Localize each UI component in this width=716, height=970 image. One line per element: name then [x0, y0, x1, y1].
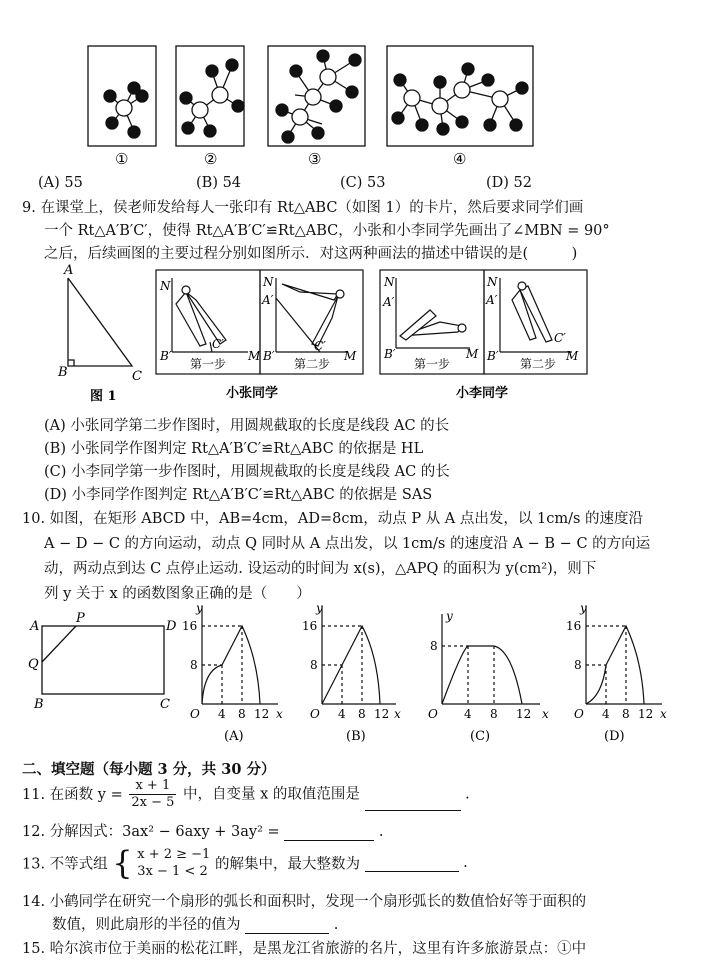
- q13-brace: {: [112, 844, 133, 882]
- q11-pre: 11. 在函数 y =: [22, 786, 123, 803]
- q13: [22, 846, 468, 880]
- graph-b-8x: 8: [358, 707, 366, 721]
- pattern-3: [276, 50, 361, 143]
- graph-d-8: 8: [574, 658, 582, 672]
- graph-c-x: x: [542, 707, 549, 721]
- graph-c-y: y: [446, 609, 453, 623]
- graph-c-8: 8: [430, 639, 438, 653]
- zhang-b-2: B′: [263, 349, 275, 363]
- q8-option-d: (D) 52: [486, 175, 532, 191]
- rect-label-a: A: [30, 619, 40, 634]
- zhang-n-2: N: [263, 275, 274, 289]
- q10-stem-line2: A − D − C 的方向运动，动点 Q 同时从 A 点出发，以 1cm/s 的速度沿 A − B − C 的方向运: [44, 536, 651, 552]
- q14-line2: [52, 913, 338, 934]
- zhang-caption: 小张同学: [226, 386, 279, 401]
- q11-post: 中，自变量 x 的取值范围是: [182, 786, 360, 803]
- graph-a-x: x: [276, 707, 283, 721]
- rect-label-q: Q: [28, 657, 39, 672]
- pattern-label-2: ②: [204, 150, 218, 168]
- zhang-a-2: A′: [262, 293, 274, 307]
- graph-c: [442, 614, 540, 704]
- graph-c-8x: 8: [490, 707, 498, 721]
- graph-a-12: 12: [254, 707, 270, 721]
- li-m-1: M: [466, 347, 479, 361]
- zhang-m-1: M: [248, 349, 261, 363]
- graph-b-x: x: [394, 707, 401, 721]
- pattern-label-4: ④: [453, 150, 467, 168]
- q13-pre: 13. 不等式组: [22, 856, 108, 873]
- fig1-label-b: B: [58, 365, 68, 380]
- q11-fraction: [129, 778, 176, 811]
- graph-a-8: 8: [190, 658, 198, 672]
- zhang-c-2: C′: [314, 339, 326, 353]
- q13-answer-blank[interactable]: [365, 855, 459, 872]
- q14-answer-blank[interactable]: [245, 917, 329, 934]
- q12: [22, 820, 383, 841]
- graph-b-y: y: [316, 601, 323, 615]
- q9-stem-line1: 9. 在课堂上，侯老师发给每人一张印有 Rt△ABC（如图 1）的卡片，然后要求同学们画: [22, 200, 584, 216]
- q10-stem-line4: 列 y 关于 x 的函数图象正确的是（ ）: [44, 586, 311, 602]
- pattern-label-1: ①: [115, 150, 129, 168]
- rect-label-b: B: [34, 697, 44, 712]
- q12-answer-blank[interactable]: [284, 824, 374, 841]
- graph-b-label: (B): [346, 729, 366, 744]
- graph-a-y: y: [196, 601, 203, 615]
- graph-d-y: y: [580, 601, 587, 615]
- zhang-n-1: N: [160, 279, 171, 293]
- q13-ineq2: 3x − 1 < 2: [137, 864, 208, 879]
- rect-abcd: [42, 626, 164, 694]
- q8-patterns: [0, 0, 716, 190]
- graph-d: [586, 606, 662, 704]
- graph-a: [202, 606, 278, 704]
- q11-answer-blank[interactable]: [365, 794, 461, 811]
- q9-option-c: (C) 小李同学第一步作图时，用圆规截取的长度是线段 AC 的长: [44, 464, 450, 480]
- q8-option-c: (C) 53: [340, 175, 386, 191]
- li-b-1: B′: [384, 347, 396, 361]
- graph-d-16: 16: [566, 619, 582, 633]
- fig1-label-c: C: [132, 369, 142, 384]
- q12-pre: 12. 分解因式：3ax² − 6axy + 3ay² =: [22, 824, 280, 840]
- q9-figures: [0, 260, 716, 410]
- pattern-label-3: ③: [308, 150, 322, 168]
- q13-post: 的解集中，最大整数为: [214, 856, 360, 873]
- li-a-2: A′: [486, 293, 498, 307]
- fig1-caption: 图 1: [90, 389, 117, 404]
- graph-d-12: 12: [638, 707, 654, 721]
- q14-line1: 14. 小鹤同学在研究一个扇形的弧长和面积时，发现一个扇形弧长的数值恰好等于面积的: [22, 894, 587, 910]
- zhang-b-1: B′: [160, 349, 172, 363]
- graph-a-label: (A): [224, 729, 244, 744]
- graph-d-label: (D): [604, 729, 625, 744]
- graph-c-label: (C): [470, 729, 491, 744]
- q9-stem-line3: 之后，后续画图的主要过程分别如图所示．对这两种画法的描述中错误的是( ): [44, 246, 578, 262]
- q8-option-b: (B) 54: [196, 175, 242, 191]
- li-a-1: A′: [383, 295, 395, 309]
- q10-figures: [0, 600, 716, 750]
- graph-a-o: O: [190, 707, 200, 721]
- q11: [22, 778, 470, 811]
- pattern-4: [392, 63, 528, 135]
- q9-option-a: (A) 小张同学第二步作图时，用圆规截取的长度是线段 AC 的长: [44, 418, 450, 434]
- q11-num: x + 1: [129, 778, 176, 795]
- zhang-step-2: 第二步: [294, 357, 331, 371]
- q14-line2-text: 数值，则此扇形的半径的值为: [52, 917, 241, 933]
- zhang-c-1: C′: [212, 337, 224, 351]
- graph-c-12: 12: [516, 707, 532, 721]
- graph-b-o: O: [310, 707, 320, 721]
- li-n-2: N: [487, 275, 498, 289]
- graph-b-4: 4: [338, 707, 346, 721]
- graph-d-8x: 8: [622, 707, 630, 721]
- q12-end: .: [378, 824, 384, 840]
- graph-d-x: x: [660, 707, 667, 721]
- section2-heading: 二、填空题（每小题 3 分，共 30 分）: [22, 761, 276, 778]
- rect-label-c: C: [160, 697, 170, 712]
- graph-d-o: O: [574, 707, 584, 721]
- q14-end: .: [333, 917, 339, 933]
- graph-c-o: O: [428, 707, 438, 721]
- q13-end: .: [463, 855, 468, 871]
- q15-line1: 15. 哈尔滨市位于美丽的松花江畔，是黑龙江省旅游的名片，这里有许多旅游景点：①中: [22, 941, 587, 957]
- q13-system: [137, 846, 210, 880]
- li-step-1: 第一步: [414, 357, 451, 371]
- q11-den: 2x − 5: [131, 795, 175, 810]
- pattern-1: [104, 82, 148, 138]
- graph-b: [322, 606, 396, 704]
- pattern-2: [180, 59, 244, 137]
- li-caption: 小李同学: [456, 386, 509, 401]
- zhang-step-1: 第一步: [190, 357, 227, 371]
- graph-a-8x: 8: [238, 707, 246, 721]
- q11-end: .: [465, 786, 470, 803]
- q9-option-b: (B) 小张同学作图判定 Rt△A′B′C′≌Rt△ABC 的依据是 HL: [44, 441, 424, 457]
- li-b-2: B′: [487, 349, 499, 363]
- q10-stem-line1: 10. 如图，在矩形 ABCD 中，AB=4cm，AD=8cm，动点 P 从 A 点出发，以 1cm/s 的速度沿: [22, 511, 644, 527]
- graph-b-8: 8: [310, 658, 318, 672]
- graph-a-16: 16: [182, 619, 198, 633]
- li-n-1: N: [384, 275, 395, 289]
- fig1-triangle: [68, 278, 132, 366]
- li-c-2: C′: [554, 331, 566, 345]
- q10-stem-line3: 动，两动点到达 C 点停止运动. 设运动的时间为 x(s)，△APQ 的面积为 y(cm²)，则下: [44, 561, 597, 577]
- q9-stem-line2: 一个 Rt△A′B′C′，使得 Rt△A′B′C′≌Rt△ABC，小张和小李同学先画出了∠MBN = 90°: [44, 223, 610, 239]
- graph-b-12: 12: [374, 707, 390, 721]
- q13-ineq1: x + 2 ≥ −1: [137, 847, 211, 862]
- graph-a-4: 4: [218, 707, 226, 721]
- rect-label-p: P: [76, 611, 85, 626]
- graph-b-16: 16: [302, 619, 318, 633]
- zhang-m-2: M: [344, 349, 357, 363]
- li-m-2: M: [566, 349, 579, 363]
- q9-option-d: (D) 小李同学作图判定 Rt△A′B′C′≌Rt△ABC 的依据是 SAS: [44, 487, 433, 503]
- fig1-label-a: A: [64, 263, 74, 278]
- graph-c-4: 4: [464, 707, 472, 721]
- rect-label-d: D: [166, 619, 177, 634]
- graph-d-4: 4: [602, 707, 610, 721]
- li-step-2: 第二步: [520, 357, 557, 371]
- q8-option-a: (A) 55: [38, 175, 83, 191]
